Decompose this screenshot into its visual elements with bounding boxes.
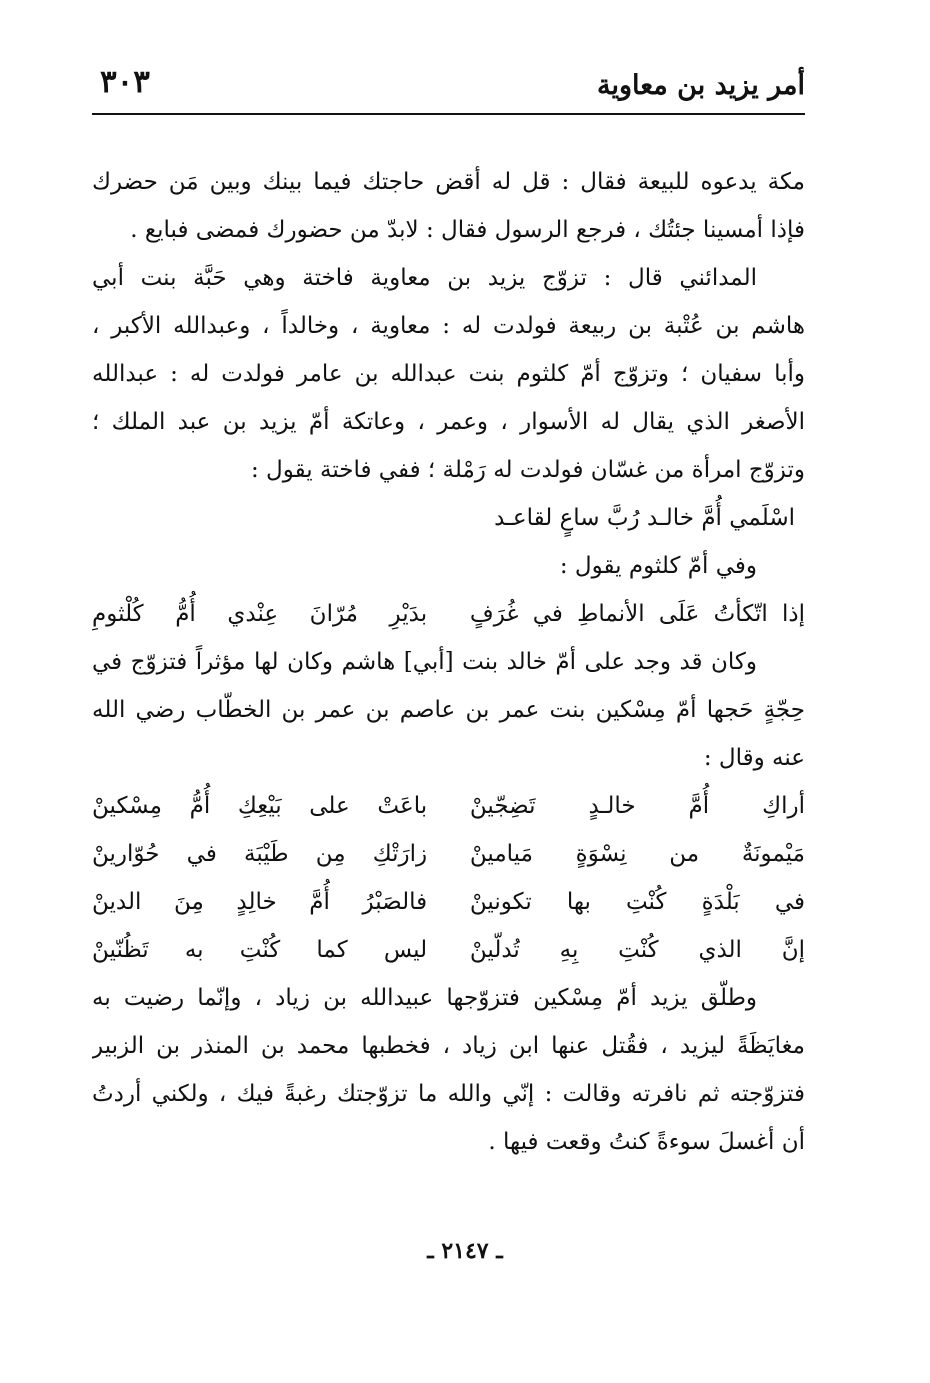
verse-hemistich-left: زارَتْكِ مِن طَيْبَة في حُوّارينْ	[92, 841, 428, 867]
text-line: هاشم بن عُتْبة بن ربيعة فولدت له : معاوية ، وخالداً ، وعبدالله الأكبر ،	[92, 313, 805, 339]
verse-hemistich-left: باعَتْ على بَيْعِكِ أُمُّ مِسْكينْ	[92, 793, 428, 819]
text-line: وكان قد وجد على أمّ خالد بنت [أبي] هاشم وكان لها مؤثراً فتزوّج في	[92, 649, 757, 675]
verse-hemistich-right: إذا اتّكأتُ عَلَى الأنماطِ في غُرَفٍ	[469, 601, 805, 627]
text-line: عنه وقال :	[703, 745, 805, 771]
page-number: ٣٠٣	[100, 64, 150, 100]
text-line: وفي أمّ كلثوم يقول :	[559, 553, 757, 579]
text-line: وأبا سفيان ؛ وتزوّج أمّ كلثوم بنت عبدالله بن عامر فولدت له : عبدالله	[92, 361, 805, 387]
verse-hemistich-right: في بَلْدَةٍ كُنْتِ بها تكونينْ	[469, 889, 805, 915]
verse-line	[92, 494, 805, 542]
page-body	[92, 158, 805, 1166]
header-rule	[92, 113, 805, 115]
text-line: وطلّق يزيد أمّ مِسْكين فتزوّجها عبيدالله بن زياد ، وإنّما رضيت به	[92, 985, 757, 1011]
verse-hemistich-left: فالصَبْرُ أُمَّ خالِدٍ مِنَ الدينْ	[92, 889, 428, 915]
verse-hemistich-right: مَيْمونَةٌ من نِسْوَةٍ مَيامينْ	[469, 841, 805, 867]
text-line: الأصغر الذي يقال له الأسوار ، وعمر ، وعاتكة أمّ يزيد بن عبد الملك ؛	[92, 409, 805, 435]
poem-line	[92, 878, 805, 926]
text-line: وتزوّج امرأة من غسّان فولدت له رَمْلة ؛ ففي فاختة يقول :	[251, 457, 805, 483]
text-line: أن أغسلَ سوءةً كنتُ وقعت فيها .	[488, 1129, 805, 1155]
poem-line	[92, 926, 805, 974]
poem-line	[92, 830, 805, 878]
verse-hemistich-left: ليس كما كُنْتِ به تَظُنّينْ	[92, 937, 428, 963]
running-title: أمر يزيد بن معاوية	[597, 70, 805, 101]
verse-text: اسْلَمي أُمَّ خالـد رُبَّ ساعٍ لقاعـد	[494, 505, 795, 531]
text-line: مكة يدعوه للبيعة فقال : قل له أقض حاجتك فيما بينك وبين مَن حضرك	[92, 169, 805, 195]
page-header	[92, 62, 805, 110]
text-line: فإذا أمسينا جئتُك ، فرجع الرسول فقال : لابدّ من حضورك فمضى فبايع .	[130, 217, 805, 243]
text-line: حِجّةٍ حَجها أمّ مِسْكين بنت عمر بن عاصم بن عمر بن الخطّاب رضي الله	[92, 697, 805, 723]
verse-line	[92, 590, 805, 638]
verse-hemistich-left: بدَيْرِ مُرّانَ عِنْدي أُمُّ كُلْثومِ	[92, 601, 428, 627]
text-line: فتزوّجته ثم نافرته وقالت : إنّي والله ما تزوّجتك رغبةً فيك ، ولكني أردتُ	[92, 1081, 805, 1107]
poem-line	[92, 782, 805, 830]
text-line: مغايَظَةً ليزيد ، فقُتل عنها ابن زياد ، فخطبها محمد بن المنذر بن الزبير	[92, 1033, 805, 1059]
folio-number: ـ ٢١٤٧ ـ	[427, 1238, 503, 1264]
verse-hemistich-right: إنَّ الذي كُنْتِ بِهِ تُدلّينْ	[469, 937, 805, 963]
text-line: المدائني قال : تزوّج يزيد بن معاوية فاختة وهي حَبَّة بنت أبي	[92, 265, 757, 291]
verse-hemistich-right: أراكِ أُمَّ خالـدٍ تَضِجّينْ	[469, 793, 805, 819]
